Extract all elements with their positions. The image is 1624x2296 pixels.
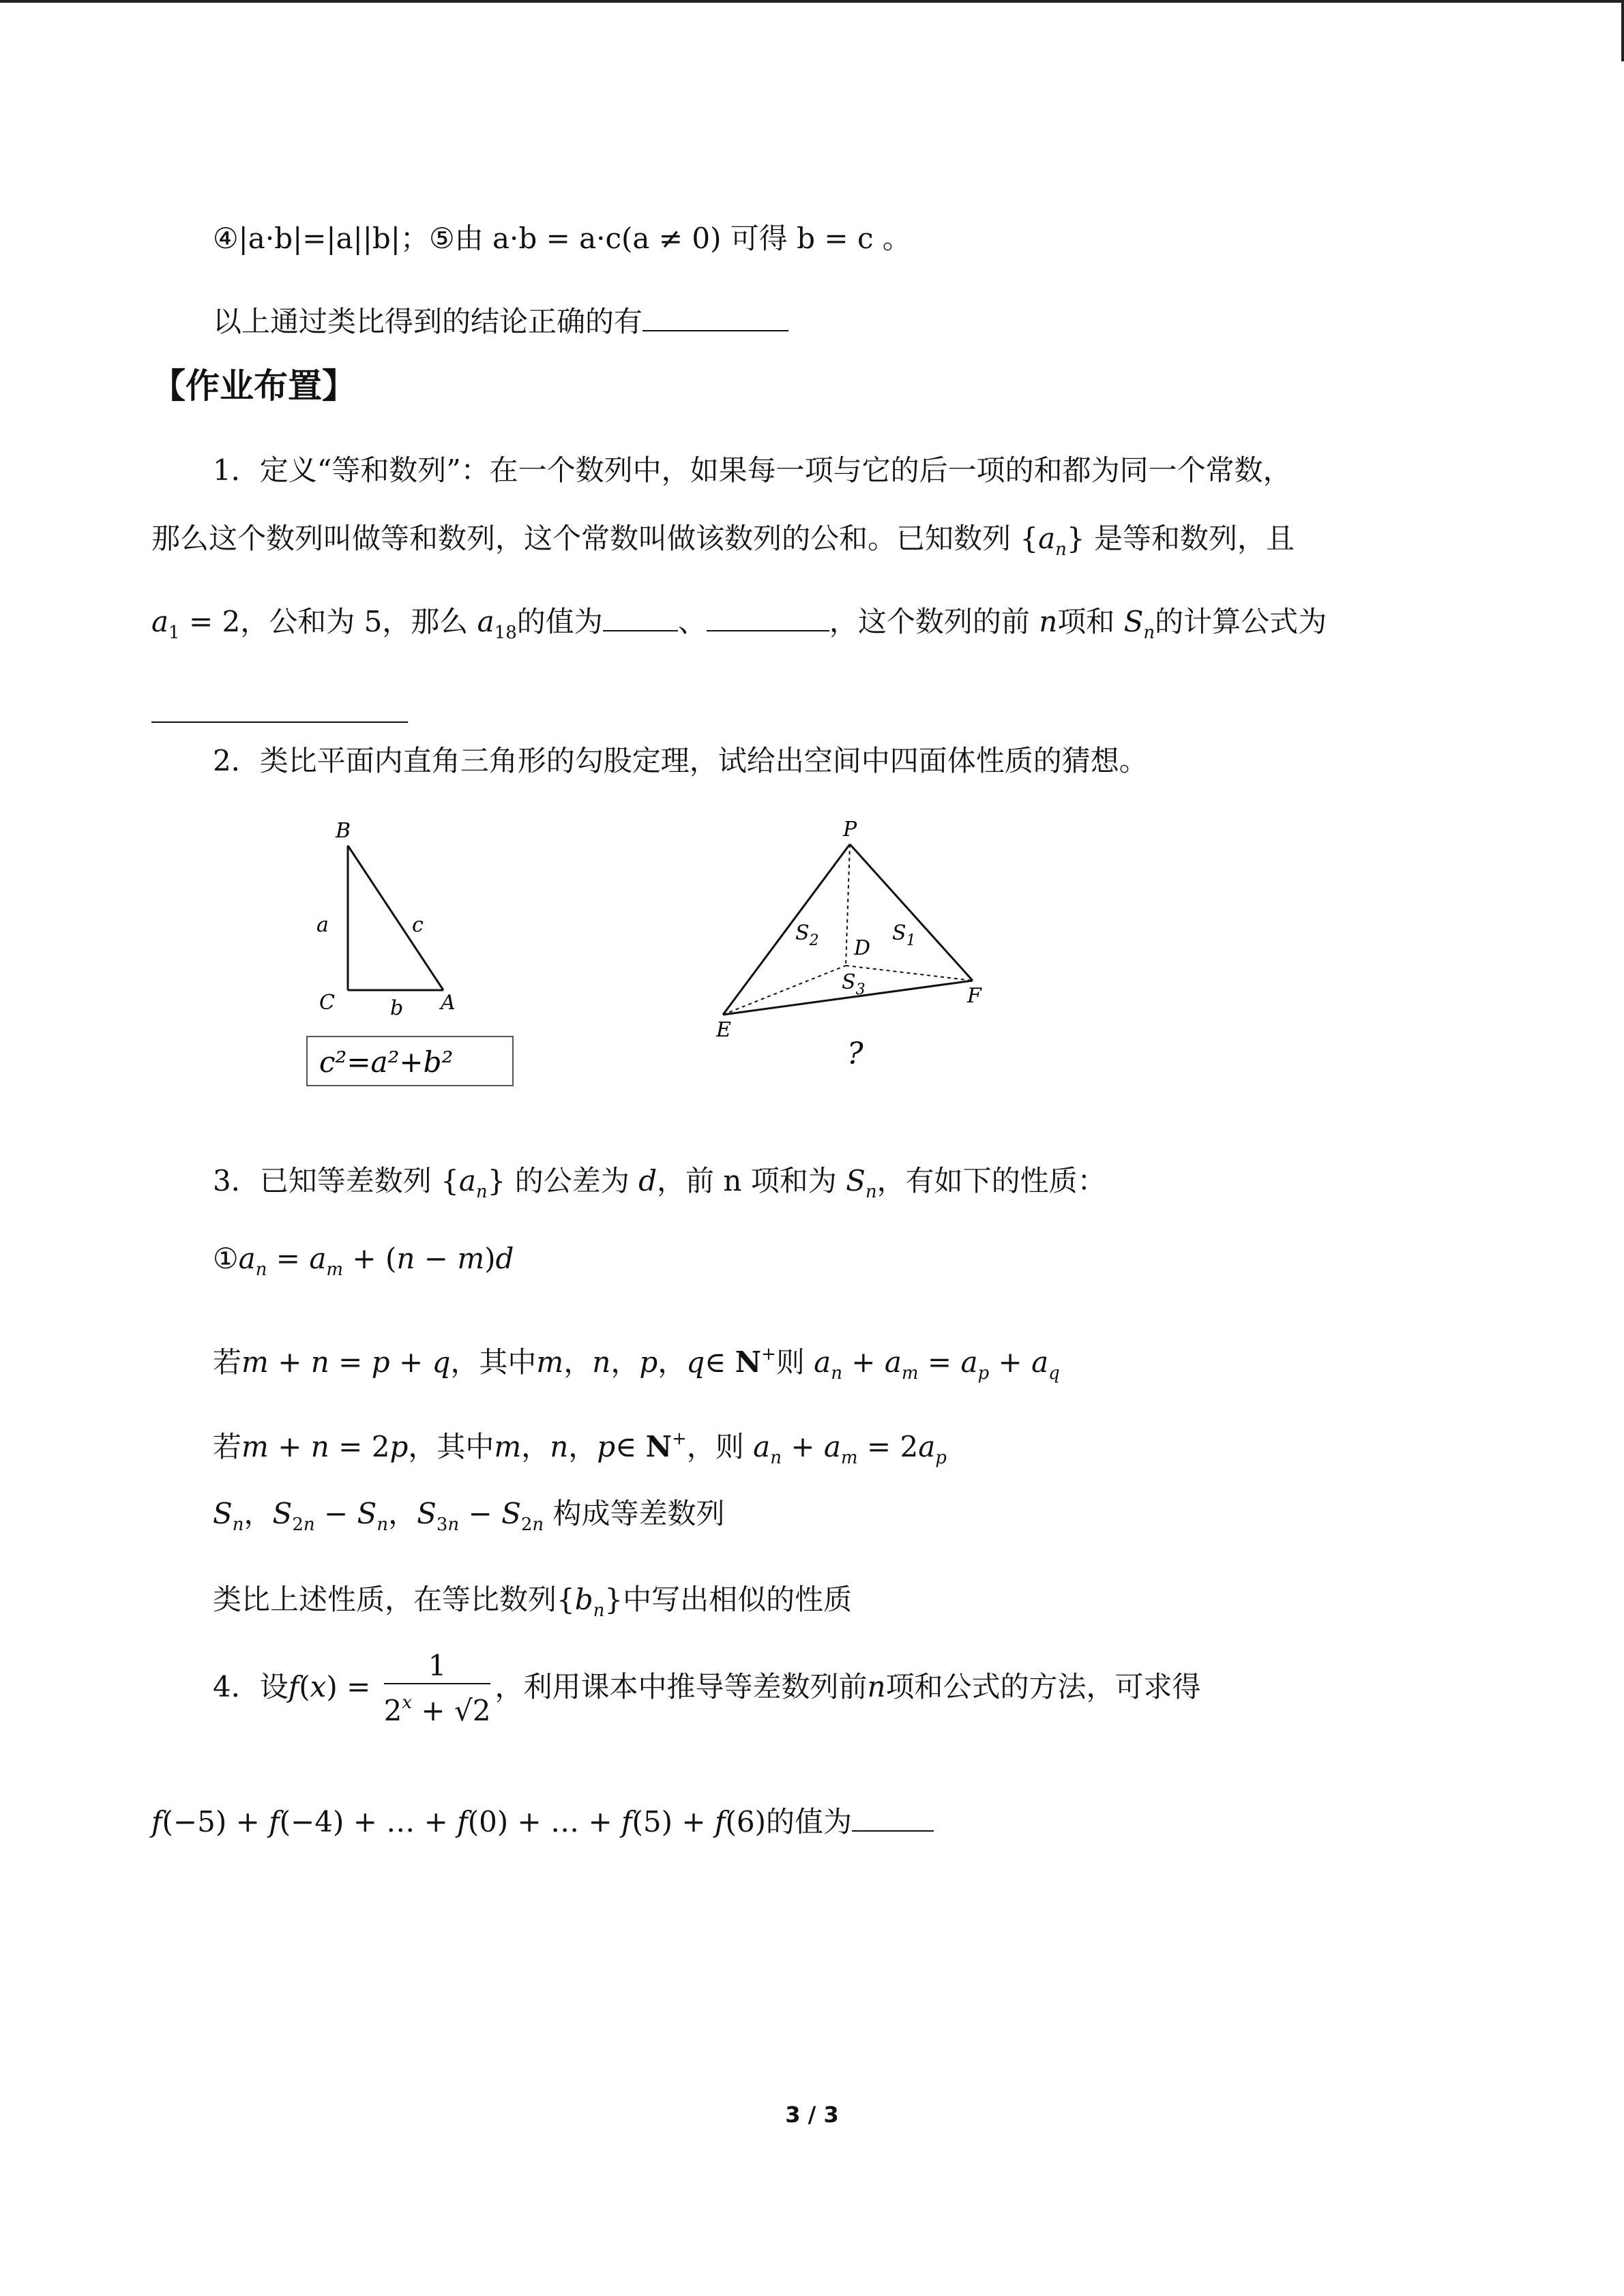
a18: $a_{18}$: [477, 605, 517, 643]
side-a: a: [316, 913, 329, 937]
vertex-d: D: [854, 936, 871, 960]
vertex-c: C: [319, 991, 335, 1015]
side-b: b: [390, 996, 404, 1020]
answer-blank[interactable]: [643, 300, 788, 331]
face-s2: $S_2$: [795, 921, 819, 949]
section-heading: 【作业布置】: [151, 366, 356, 406]
vertex-b: B: [336, 819, 351, 843]
sn: $S_n$: [846, 1164, 877, 1202]
q2-line: 2．类比平面内直角三角形的勾股定理，试给出空间中四面体性质的猜想。: [213, 744, 1148, 777]
q1-line-2: 那么这个数列叫做等和数列，这个常数叫做该数列的公和。已知数列 $\{a_n\}$ 是等和数列，且: [151, 522, 1295, 560]
face-s1: $S_1$: [892, 921, 916, 949]
q3-line-1: 3．已知等差数列 $\{a_n\}$ 的公差为 d，前 n 项和为 $S_n$，有如下的性质：: [213, 1164, 1106, 1202]
face-s3: $S_3$: [842, 970, 866, 998]
side-c: c: [412, 913, 424, 937]
sn: $S_n$: [1123, 605, 1155, 643]
q3-property-3: 若m + n = 2p，其中m，n，p∈ N+，则 $a_n + a_m = 2a_p$: [213, 1429, 947, 1468]
answer-blank-4[interactable]: [852, 1800, 934, 1832]
q3-property-1: $①a_n = a_m + (n - m)d$: [213, 1242, 514, 1280]
q3-last-line: 类比上述性质，在等比数列$\{b_n\}$中写出相似的性质: [213, 1583, 853, 1621]
vertex-e: E: [716, 1018, 731, 1042]
top-border: [0, 0, 1624, 3]
q3-property-4: $S_n$，$S_{2n} - S_n$，$S_{3n} - S_{2n}$ 构成等差数列: [213, 1497, 725, 1535]
question-mark: ?: [847, 1037, 863, 1071]
pythagorean-formula: c²=a²+b²: [319, 1045, 454, 1079]
vertex-p: P: [843, 818, 857, 841]
q4-line-2: f(−5) + f(−4) + … + f(0) + … + f(5) + f(6)的值为: [151, 1800, 934, 1843]
prev-problem-line-1: ④|a·b|=|a||b|；⑤由 a·b = a·c(a ≠ 0) 可得 b = c 。: [213, 222, 911, 255]
q3-property-2: 若m + n = p + q，其中m，n，p，q∈ N+则 $a_n + a_m = a_p + a_q$: [213, 1344, 1060, 1384]
sequence-an: $\{a_n\}$: [1020, 522, 1085, 560]
page-number: 3 / 3: [785, 2102, 839, 2128]
sequence-an: $\{a_n\}$: [441, 1164, 506, 1202]
vertex-a: A: [441, 991, 456, 1015]
q4-line-1: 4．设f(x) = $\frac{1}{2^x + √2}$ ，利用课本中推导等差数列前n项和公式的方法，可求得: [213, 1649, 1201, 1729]
q1-line-1: 1．定义“等和数列”：在一个数列中，如果每一项与它的后一项的和都为同一个常数，: [213, 453, 1292, 487]
answer-blank-3[interactable]: [151, 691, 408, 723]
fraction: $\frac{1}{2^x + √2}$: [383, 1649, 491, 1727]
vertex-f: F: [967, 984, 981, 1008]
right-border: [1621, 0, 1624, 61]
answer-blank-1[interactable]: [603, 600, 678, 631]
right-triangle-figure: [286, 811, 518, 1098]
prev-problem-line-2: 以上通过类比得到的结论正确的有: [213, 300, 788, 342]
q1-line-3: $a_1 = 2$，公和为 5，那么 $a_{18}$的值为 、 ，这个数列的前 n项和 $S_n$的计算公式为: [151, 600, 1327, 653]
a1-equals-2: $a_1 = 2$: [151, 605, 241, 643]
tetrahedron-figure: [703, 811, 1030, 1098]
answer-blank-2[interactable]: [707, 600, 829, 631]
sequence-bn: $\{b_n\}$: [557, 1583, 623, 1621]
